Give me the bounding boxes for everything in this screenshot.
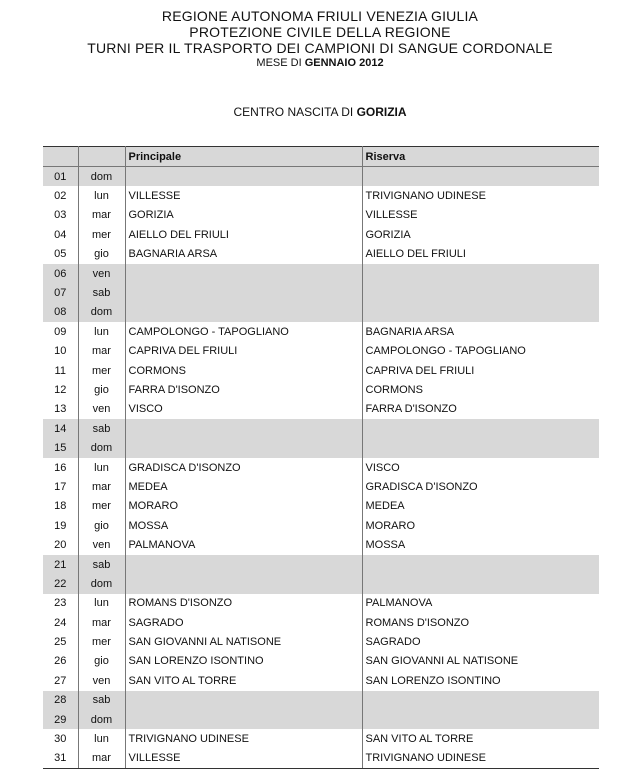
weekday-cell: dom (78, 710, 125, 729)
riserva-cell: CAPRIVA DEL FRIULI (365, 364, 475, 377)
riserva-cell (362, 283, 599, 302)
department-title: PROTEZIONE CIVILE DELLA REGIONE (189, 24, 451, 40)
table-row (43, 400, 599, 419)
weekday-cell: mer (78, 632, 125, 651)
date-cell: 15 (43, 438, 78, 457)
weekday-cell: lun (78, 186, 125, 205)
riserva-cell (362, 264, 599, 283)
weekday-cell: ven (78, 400, 125, 419)
principale-cell: SAN LORENZO ISONTINO (125, 652, 362, 671)
date-cell: 21 (43, 555, 78, 574)
date-cell: 31 (43, 749, 78, 769)
table-row (43, 186, 599, 205)
riserva-cell: SAGRADO (365, 636, 421, 649)
date-cell: 02 (43, 186, 78, 205)
riserva-cell (362, 574, 599, 593)
date-cell: 24 (43, 613, 78, 632)
table-row (43, 594, 599, 613)
riserva-cell: ROMANS D'ISONZO (365, 616, 470, 629)
table-row (43, 477, 599, 496)
weekday-cell: dom (78, 438, 125, 457)
weekday-cell: mer (78, 497, 125, 516)
date-cell: 14 (43, 419, 78, 438)
principale-cell (125, 710, 362, 729)
table-row (43, 264, 599, 283)
principale-cell: CORMONS (125, 361, 362, 380)
principale-cell: CAPRIVA DEL FRIULI (125, 342, 362, 361)
riserva-cell: SAN LORENZO ISONTINO (365, 674, 501, 687)
date-cell: 06 (43, 264, 78, 283)
weekday-cell: ven (78, 264, 125, 283)
table-row (43, 671, 599, 690)
riserva-cell: TRIVIGNANO UDINESE (365, 190, 486, 203)
weekday-cell: gio (78, 652, 125, 671)
riserva-cell: TRIVIGNANO UDINESE (362, 749, 599, 769)
riserva-cell: SAN VITO AL TORRE (365, 733, 474, 746)
date-cell: 27 (43, 671, 78, 690)
date-cell: 23 (43, 594, 78, 613)
weekday-cell: dom (78, 303, 125, 322)
table-row (43, 710, 599, 729)
date-cell: 08 (43, 303, 78, 322)
weekday-cell: mar (78, 477, 125, 496)
date-cell: 30 (43, 729, 78, 748)
weekday-cell: sab (78, 283, 125, 302)
weekday-cell: gio (78, 516, 125, 535)
table-row (43, 574, 599, 593)
riserva-cell: CORMONS (365, 383, 423, 396)
date-cell: 11 (43, 361, 78, 380)
table-header-row (43, 147, 599, 167)
date-cell: 29 (43, 710, 78, 729)
month-value: GENNAIO 2012 (304, 57, 384, 69)
table-row (43, 516, 599, 535)
table-row (43, 206, 599, 225)
date-cell: 22 (43, 574, 78, 593)
month-line (0, 56, 640, 70)
table-row (43, 632, 599, 651)
date-cell: 19 (43, 516, 78, 535)
principale-cell (125, 574, 362, 593)
weekday-cell: dom (78, 574, 125, 593)
riserva-cell (362, 167, 599, 187)
weekday-cell: mer (78, 225, 125, 244)
riserva-cell: PALMANOVA (365, 597, 433, 610)
riserva-cell (362, 419, 599, 438)
principale-cell (125, 264, 362, 283)
table-row (43, 283, 599, 302)
table-row (43, 555, 599, 574)
date-cell: 12 (43, 380, 78, 399)
table-row (43, 167, 599, 187)
weekday-cell: lun (78, 729, 125, 748)
riserva-cell: SAN GIOVANNI AL NATISONE (365, 655, 519, 668)
document-header (0, 8, 640, 70)
weekday-cell: ven (78, 535, 125, 554)
riserva-cell: MOSSA (365, 539, 406, 552)
principale-cell: PALMANOVA (125, 535, 362, 554)
principale-cell: VILLESSE (125, 749, 362, 769)
principale-cell: SAGRADO (125, 613, 362, 632)
table-row (43, 303, 599, 322)
principale-cell: VISCO (125, 400, 362, 419)
riserva-cell (362, 691, 599, 710)
weekday-cell: mar (78, 342, 125, 361)
principale-cell: MOSSA (125, 516, 362, 535)
riserva-cell: BAGNARIA ARSA (365, 325, 455, 338)
principale-cell: MORARO (125, 497, 362, 516)
weekday-cell: lun (78, 594, 125, 613)
table-row (43, 322, 599, 341)
riserva-cell: VISCO (365, 461, 400, 474)
principale-cell: SAN VITO AL TORRE (125, 671, 362, 690)
table-row (43, 729, 599, 748)
weekday-cell: lun (78, 458, 125, 477)
principale-cell: CAMPOLONGO - TAPOGLIANO (125, 322, 362, 341)
birth-center-name: GORIZIA (356, 105, 407, 119)
shift-table (43, 146, 599, 769)
weekday-cell: dom (78, 167, 125, 187)
principale-cell: GRADISCA D'ISONZO (125, 458, 362, 477)
column-header-date (43, 147, 78, 167)
table-row (43, 342, 599, 361)
principale-cell: GORIZIA (125, 206, 362, 225)
weekday-cell: mar (78, 206, 125, 225)
date-cell: 17 (43, 477, 78, 496)
table-row (43, 419, 599, 438)
date-cell: 04 (43, 225, 78, 244)
table-row (43, 361, 599, 380)
month-prefix: MESE DI (256, 57, 305, 69)
principale-cell: AIELLO DEL FRIULI (125, 225, 362, 244)
table-row (43, 652, 599, 671)
principale-cell: VILLESSE (125, 186, 362, 205)
table-row (43, 438, 599, 457)
riserva-cell: GORIZIA (365, 228, 411, 241)
weekday-cell: ven (78, 671, 125, 690)
schedule-title: TURNI PER IL TRASPORTO DEI CAMPIONI DI SANGUE CORDONALE (87, 40, 553, 56)
table-row (43, 225, 599, 244)
date-cell: 28 (43, 691, 78, 710)
date-cell: 18 (43, 497, 78, 516)
date-cell: 03 (43, 206, 78, 225)
riserva-cell (362, 303, 599, 322)
date-cell: 16 (43, 458, 78, 477)
birth-center-prefix: CENTRO NASCITA DI (233, 105, 357, 119)
weekday-cell: mar (78, 613, 125, 632)
principale-cell (125, 419, 362, 438)
date-cell: 13 (43, 400, 78, 419)
riserva-cell: CAMPOLONGO - TAPOGLIANO (365, 345, 526, 358)
riserva-cell: MORARO (365, 519, 415, 532)
table-row (43, 691, 599, 710)
weekday-cell: sab (78, 691, 125, 710)
principale-cell (125, 283, 362, 302)
date-cell: 01 (43, 167, 78, 187)
date-cell: 25 (43, 632, 78, 651)
riserva-cell (362, 710, 599, 729)
principale-cell: MEDEA (125, 477, 362, 496)
principale-cell: SAN GIOVANNI AL NATISONE (125, 632, 362, 651)
principale-cell: BAGNARIA ARSA (125, 245, 362, 264)
date-cell: 05 (43, 245, 78, 264)
principale-cell (125, 167, 362, 187)
riserva-cell: FARRA D'ISONZO (365, 403, 457, 416)
principale-cell (125, 555, 362, 574)
weekday-cell: sab (78, 555, 125, 574)
weekday-cell: mer (78, 361, 125, 380)
principale-cell: ROMANS D'ISONZO (125, 594, 362, 613)
table-row (43, 458, 599, 477)
weekday-cell: mar (78, 749, 125, 769)
riserva-cell: AIELLO DEL FRIULI (365, 248, 466, 261)
weekday-cell: gio (78, 380, 125, 399)
riserva-cell: GRADISCA D'ISONZO (365, 480, 478, 493)
table-row (43, 613, 599, 632)
table-body (43, 167, 599, 769)
principale-cell: TRIVIGNANO UDINESE (125, 729, 362, 748)
table-row (43, 749, 599, 769)
riserva-cell (362, 555, 599, 574)
table-row (43, 380, 599, 399)
column-header-principale: Principale (125, 147, 362, 167)
weekday-cell: sab (78, 419, 125, 438)
date-cell: 20 (43, 535, 78, 554)
table-row (43, 535, 599, 554)
riserva-cell: MEDEA (365, 500, 405, 513)
column-header-riserva: Riserva (362, 147, 599, 167)
principale-cell (125, 303, 362, 322)
weekday-cell: gio (78, 245, 125, 264)
principale-cell: FARRA D'ISONZO (125, 380, 362, 399)
riserva-cell: VILLESSE (365, 209, 418, 222)
region-title: REGIONE AUTONOMA FRIULI VENEZIA GIULIA (161, 8, 479, 24)
principale-cell (125, 691, 362, 710)
birth-center-title (0, 105, 640, 119)
date-cell: 07 (43, 283, 78, 302)
column-header-day (78, 147, 125, 167)
date-cell: 09 (43, 322, 78, 341)
date-cell: 26 (43, 652, 78, 671)
date-cell: 10 (43, 342, 78, 361)
weekday-cell: lun (78, 322, 125, 341)
principale-cell (125, 438, 362, 457)
table-row (43, 497, 599, 516)
table-row (43, 245, 599, 264)
riserva-cell (362, 438, 599, 457)
